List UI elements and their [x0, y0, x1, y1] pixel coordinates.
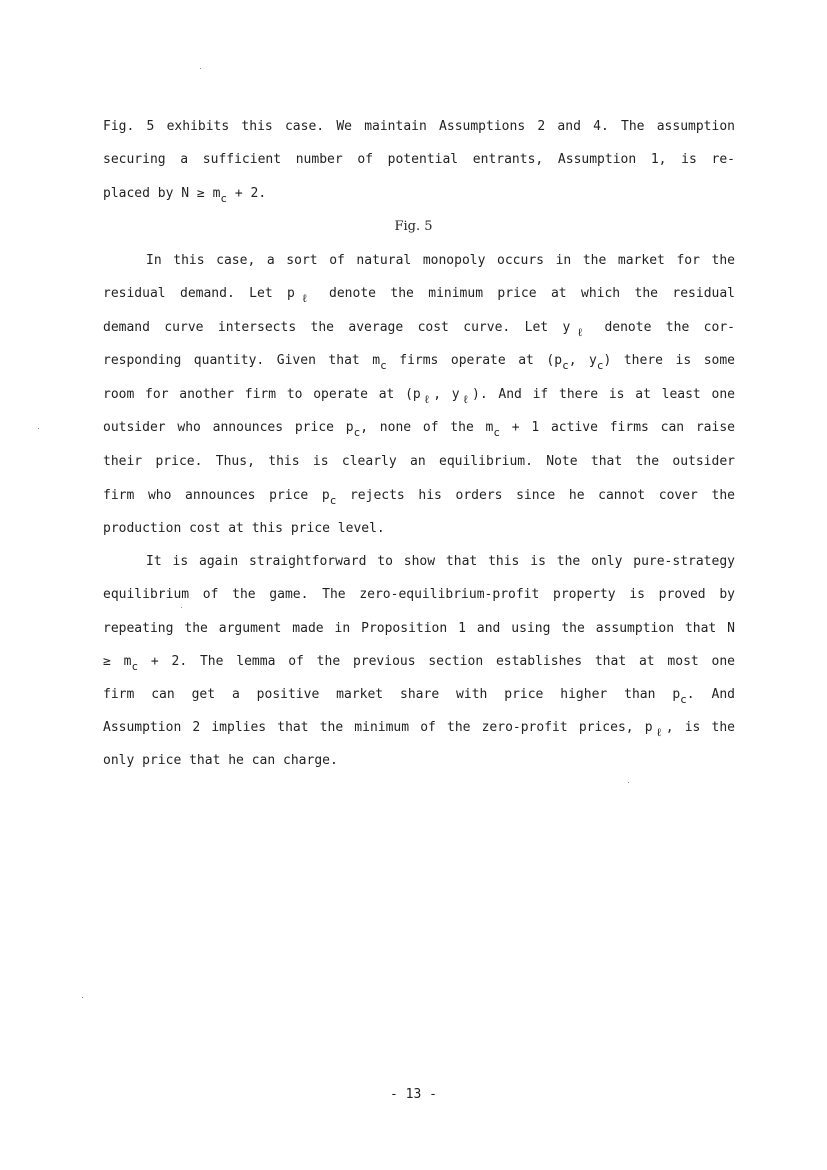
- paragraph-2-line-2: [103, 286, 735, 305]
- text-span: , y: [568, 353, 597, 368]
- subscript: c: [680, 693, 687, 706]
- subscript: c: [220, 192, 228, 205]
- subscript: c: [380, 359, 387, 372]
- text-span: + 2.: [227, 186, 267, 201]
- scan-speck: [38, 428, 39, 429]
- text-span: firm can get a positive market share with price higher than p: [103, 687, 681, 702]
- text-span: responding quantity. Given that m: [103, 353, 381, 368]
- subscript: ℓ: [652, 726, 666, 739]
- paragraph-2-line-5: [103, 387, 735, 406]
- paragraph-2-line-7: their price. Thus, this is clearly an equilibrium. Note that the outsider: [103, 454, 735, 469]
- paragraph-3-line-5: [103, 687, 735, 706]
- paragraph-2-line-4: [103, 353, 736, 372]
- subscript: c: [562, 359, 569, 372]
- paragraph-2-line-8: [103, 488, 735, 507]
- subscript: ℓ: [459, 393, 472, 406]
- paragraph-2-line-6: [103, 420, 735, 439]
- subscript: ℓ: [570, 326, 591, 339]
- text-span: firm who announces price p: [103, 488, 330, 503]
- text-span: demand curve intersects the average cost curve. Let y: [103, 320, 571, 335]
- text-span: Assumption 2 implies that the minimum of the zero-profit prices, p: [103, 720, 653, 735]
- paragraph-1-line-3: [103, 186, 735, 205]
- text-span: . And: [686, 687, 735, 702]
- subscript: ℓ: [420, 393, 434, 406]
- subscript: c: [493, 426, 501, 439]
- figure-label: Fig. 5: [394, 219, 433, 234]
- text-span: denote the minimum price at which the residual: [314, 286, 735, 301]
- subscript: c: [353, 426, 361, 439]
- text-span: + 1 active firms can raise: [500, 420, 735, 435]
- text-span: room for another firm to operate at (p: [103, 387, 421, 402]
- text-span: , y: [433, 387, 460, 402]
- scan-speck: [200, 68, 201, 69]
- paragraph-3-line-1: It is again straightforward to show that this is the only pure-strategy: [146, 554, 735, 569]
- text-span: firms operate at (p: [386, 353, 563, 368]
- scan-speck: [181, 607, 182, 608]
- paragraph-1-line-1: Fig. 5 exhibits this case. We maintain Assumptions 2 and 4. The assumption: [103, 119, 735, 134]
- text-span: ≥ m: [103, 654, 132, 669]
- scan-speck: [628, 782, 629, 783]
- text-span: outsider who announces price p: [103, 420, 354, 435]
- paragraph-3-line-4: [103, 654, 736, 673]
- page-number: - 13 -: [390, 1087, 437, 1102]
- subscript: c: [131, 660, 139, 673]
- text-span: denote the cor-: [590, 320, 735, 335]
- text-span: rejects his orders since he cannot cover the: [336, 488, 735, 503]
- paragraph-2-line-3: [103, 320, 735, 339]
- text-span: placed by N ≥ m: [103, 186, 221, 201]
- paragraph-3-line-3: repeating the argument made in Proposition 1 and using the assumption that N: [103, 621, 735, 636]
- text-span: , is the: [665, 720, 735, 735]
- text-span: , none of the m: [360, 420, 494, 435]
- paragraph-2-line-9: production cost at this price level.: [103, 521, 385, 536]
- paragraph-3-line-2: equilibrium of the game. The zero-equilibrium-profit property is proved by: [103, 587, 735, 602]
- text-span: ) there is some: [603, 353, 736, 368]
- paragraph-3-line-7: only price that he can charge.: [103, 753, 338, 768]
- subscript: c: [596, 359, 604, 372]
- subscript: c: [329, 494, 337, 507]
- paragraph-2-line-1: In this case, a sort of natural monopoly occurs in the market for the: [146, 253, 735, 268]
- paragraph-3-line-6: [103, 720, 735, 739]
- subscript: ℓ: [294, 292, 315, 305]
- text-span: + 2. The lemma of the previous section establishes that at most one: [138, 654, 736, 669]
- scan-speck: [82, 997, 83, 998]
- text-span: ). And if there is at least one: [472, 387, 735, 402]
- text-span: residual demand. Let p: [103, 286, 295, 301]
- paragraph-1-line-2: securing a sufficient number of potential entrants, Assumption 1, is re-: [103, 152, 735, 167]
